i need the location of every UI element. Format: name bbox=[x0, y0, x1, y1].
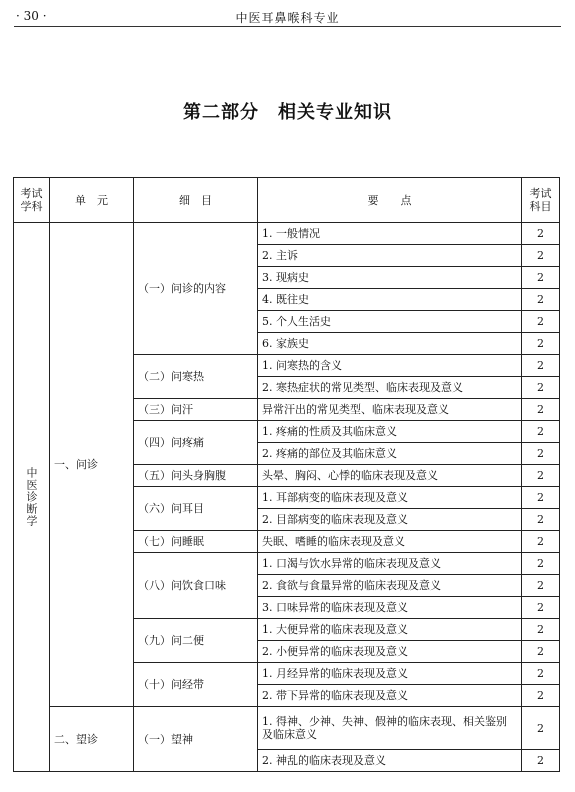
point-cell: 1. 一般情况 bbox=[258, 223, 522, 245]
point-cell: 6. 家族史 bbox=[258, 333, 522, 355]
point-cell: 1. 耳部病变的临床表现及意义 bbox=[258, 487, 522, 509]
level-cell: 2 bbox=[522, 487, 560, 509]
point-cell: 2. 带下异常的临床表现及意义 bbox=[258, 685, 522, 707]
item-cell bbox=[134, 619, 258, 663]
header-points bbox=[258, 178, 522, 223]
item-cell bbox=[134, 399, 258, 421]
level-cell: 2 bbox=[522, 245, 560, 267]
item-label: （七）问睡眠 bbox=[138, 535, 204, 548]
header-item-label: 细 目 bbox=[179, 193, 212, 207]
level-cell: 2 bbox=[522, 575, 560, 597]
level-cell: 2 bbox=[522, 311, 560, 333]
unit-label: 一、问诊 bbox=[54, 458, 98, 471]
item-cell bbox=[134, 707, 258, 772]
point-cell: 1. 月经异常的临床表现及意义 bbox=[258, 663, 522, 685]
point-cell: 2. 寒热症状的常见类型、临床表现及意义 bbox=[258, 377, 522, 399]
table-row bbox=[14, 223, 560, 245]
running-title: 中医耳鼻喉科专业 bbox=[235, 11, 340, 25]
item-label: （九）问二便 bbox=[138, 634, 204, 647]
level-cell: 2 bbox=[522, 421, 560, 443]
page-header bbox=[14, 6, 561, 27]
level-cell: 2 bbox=[522, 355, 560, 377]
page-number: · 30 · bbox=[16, 9, 47, 23]
level-cell: 2 bbox=[522, 399, 560, 421]
point-cell: 头晕、胸闷、心悸的临床表现及意义 bbox=[258, 465, 522, 487]
level-cell: 2 bbox=[522, 707, 560, 750]
level-cell: 2 bbox=[522, 641, 560, 663]
item-label: （四）问疼痛 bbox=[138, 436, 204, 449]
point-cell: 1. 疼痛的性质及其临床意义 bbox=[258, 421, 522, 443]
header-level: 考试科目 bbox=[522, 178, 560, 223]
item-cell bbox=[134, 663, 258, 707]
level-cell: 2 bbox=[522, 289, 560, 311]
table-header-row bbox=[14, 178, 560, 223]
level-cell: 2 bbox=[522, 619, 560, 641]
unit-label: 二、望诊 bbox=[54, 732, 98, 746]
point-cell: 1. 大便异常的临床表现及意义 bbox=[258, 619, 522, 641]
point-cell: 2. 主诉 bbox=[258, 245, 522, 267]
level-cell: 2 bbox=[522, 267, 560, 289]
header-points-label: 要 点 bbox=[367, 193, 412, 207]
point-cell: 1. 得神、少神、失神、假神的临床表现、相关鉴别及临床意义 bbox=[258, 707, 522, 750]
level-cell: 2 bbox=[522, 663, 560, 685]
item-label: （十）问经带 bbox=[138, 678, 204, 691]
item-cell bbox=[134, 465, 258, 487]
item-cell bbox=[134, 487, 258, 531]
item-cell bbox=[134, 421, 258, 465]
item-cell bbox=[134, 531, 258, 553]
item-label: （六）问耳目 bbox=[138, 502, 204, 515]
level-cell: 2 bbox=[522, 750, 560, 772]
point-cell: 2. 疼痛的部位及其临床意义 bbox=[258, 443, 522, 465]
unit-cell bbox=[50, 223, 134, 707]
point-cell: 失眠、嗜睡的临床表现及意义 bbox=[258, 531, 522, 553]
point-cell: 2. 目部病变的临床表现及意义 bbox=[258, 509, 522, 531]
level-cell: 2 bbox=[522, 465, 560, 487]
point-cell: 3. 口味异常的临床表现及意义 bbox=[258, 597, 522, 619]
point-cell: 2. 小便异常的临床表现及意义 bbox=[258, 641, 522, 663]
item-label: （八）问饮食口味 bbox=[138, 579, 226, 592]
subject-cell bbox=[14, 223, 50, 772]
header-subject: 考试学科 bbox=[14, 178, 50, 223]
header-unit bbox=[50, 178, 134, 223]
point-cell: 4. 既往史 bbox=[258, 289, 522, 311]
section-title: 第二部分 相关专业知识 bbox=[183, 102, 392, 123]
item-cell bbox=[134, 223, 258, 355]
point-cell: 2. 神乱的临床表现及意义 bbox=[258, 750, 522, 772]
point-cell: 1. 问寒热的含义 bbox=[258, 355, 522, 377]
point-cell: 3. 现病史 bbox=[258, 267, 522, 289]
level-cell: 2 bbox=[522, 223, 560, 245]
item-label: （三）问汗 bbox=[138, 403, 193, 416]
point-cell: 5. 个人生活史 bbox=[258, 311, 522, 333]
item-label: （二）问寒热 bbox=[138, 370, 204, 383]
item-label: （五）问头身胸腹 bbox=[138, 469, 226, 482]
subject-label: 中医诊断学 bbox=[25, 467, 38, 527]
header-item bbox=[134, 178, 258, 223]
level-cell: 2 bbox=[522, 333, 560, 355]
syllabus-table bbox=[13, 177, 560, 772]
item-label: （一）问诊的内容 bbox=[138, 282, 226, 295]
level-cell: 2 bbox=[522, 685, 560, 707]
point-cell: 异常汗出的常见类型、临床表现及意义 bbox=[258, 399, 522, 421]
table-row bbox=[14, 707, 560, 750]
level-cell: 2 bbox=[522, 377, 560, 399]
header-unit-label: 单 元 bbox=[75, 193, 108, 207]
item-cell bbox=[134, 355, 258, 399]
level-cell: 2 bbox=[522, 443, 560, 465]
unit-cell bbox=[50, 707, 134, 772]
item-label: （一）望神 bbox=[138, 732, 193, 746]
point-cell: 2. 食欲与食量异常的临床表现及意义 bbox=[258, 575, 522, 597]
level-cell: 2 bbox=[522, 531, 560, 553]
level-cell: 2 bbox=[522, 597, 560, 619]
level-cell: 2 bbox=[522, 509, 560, 531]
level-cell: 2 bbox=[522, 553, 560, 575]
item-cell bbox=[134, 553, 258, 619]
point-cell: 1. 口渴与饮水异常的临床表现及意义 bbox=[258, 553, 522, 575]
